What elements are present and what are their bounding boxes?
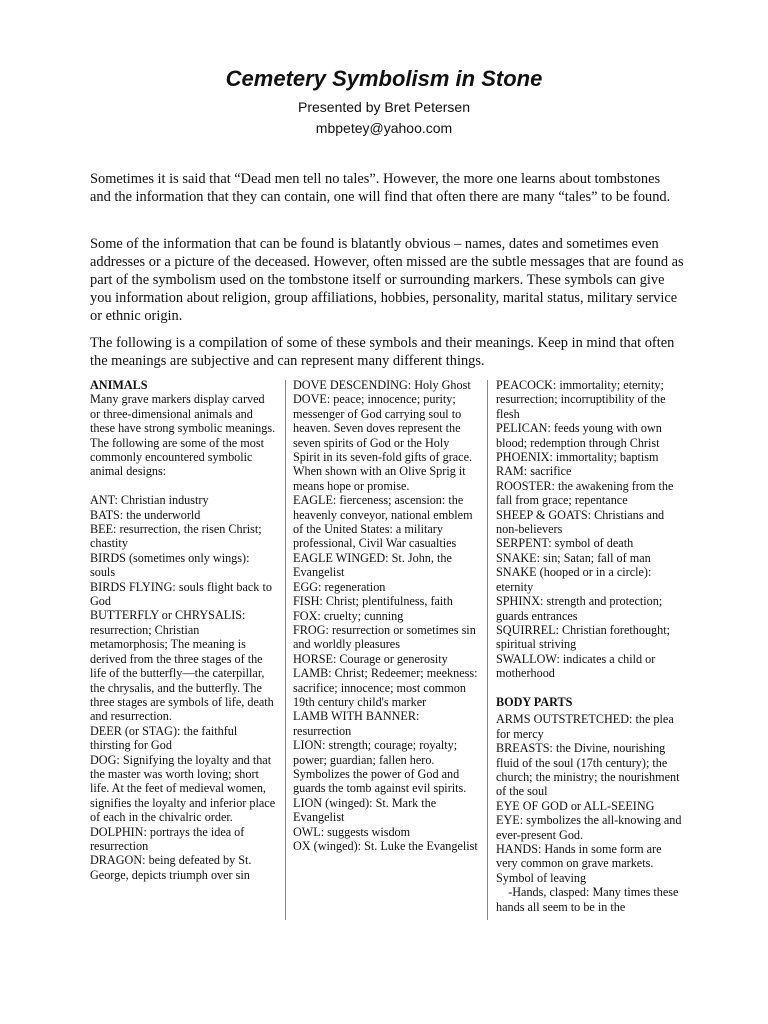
animals-intro: Many grave markers display carved or three-dimensional animals and these have strong symbolic meanings. The following are some of the most commonly encountered symbolic animal designs: bbox=[90, 392, 276, 479]
intro-paragraph-2: Some of the information that can be found is blatantly obvious – names, dates and sometimes even addresses or a picture of the deceased. However, often missed are the subtle messages that are found as part of the symbolism used on the tombstone itself or surrounding markers. These symbols can give you information about religion, group affiliations, hobbies, personality, marital status, military service or ethnic origin. bbox=[90, 236, 684, 324]
column-divider-1 bbox=[285, 380, 286, 920]
symbol-entry: BIRDS FLYING: souls flight back to God bbox=[90, 579, 272, 609]
document-title: Cemetery Symbolism in Stone bbox=[225, 66, 543, 91]
symbol-entry: BEE: resurrection, the risen Christ; chastity bbox=[90, 522, 262, 551]
symbol-entry: SPHINX: strength and protection; guards entrances bbox=[496, 594, 663, 623]
symbol-entry: LAMB WITH BANNER: resurrection bbox=[293, 709, 420, 738]
symbol-entry: HANDS: Hands in some form are very common on grave markets. Symbol of leaving bbox=[496, 841, 662, 885]
symbol-entry: DOLPHIN: portrays the idea of resurrection bbox=[90, 824, 245, 853]
intro-paragraph-1: Sometimes it is said that “Dead men tell no tales”. However, the more one learns about tombstones and the information that they can contain, one will find that often there are many “tales” to be found. bbox=[90, 171, 671, 205]
symbol-entry: BUTTERFLY or CHRYSALIS: resurrection; Christian metamorphosis; The meaning is derived from the three stages of the life of the butterfly—the caterpillar, the chrysalis, and the butterfly. The three stages are symbols of life, death and resurrection. bbox=[90, 608, 274, 724]
column-animals-3 bbox=[496, 378, 684, 914]
presenter-line: Presented by Bret Petersen bbox=[298, 99, 470, 115]
symbol-entry: EGG: regeneration bbox=[293, 579, 386, 594]
symbol-entry: EAGLE WINGED: St. John, the Evangelist bbox=[293, 550, 452, 580]
symbol-entry: BIRDS (sometimes only wings): souls bbox=[90, 550, 250, 580]
email-line: mbpetey@yahoo.com bbox=[315, 120, 453, 136]
symbol-entry: LAMB: Christ; Redeemer; meekness: sacrifice; innocence; most common 19th century child's marker bbox=[293, 666, 478, 709]
symbol-entry: DOVE DESCENDING: Holy Ghost bbox=[293, 378, 471, 392]
symbol-entry: BATS: the underworld bbox=[90, 507, 201, 522]
symbol-entry: OX (winged): St. Luke the Evangelist bbox=[293, 839, 478, 853]
symbol-entry: FISH: Christ; plentifulness, faith bbox=[293, 594, 453, 609]
symbol-entry: PHOENIX: immortality; baptism bbox=[496, 450, 659, 465]
symbol-entry: DEER (or STAG): the faithful thirsting for God bbox=[90, 723, 238, 753]
symbol-entry: EYE OF GOD or ALL-SEEING EYE: symbolizes the all-knowing and ever-present God. bbox=[496, 798, 682, 842]
section-heading-animals: ANIMALS bbox=[90, 378, 148, 392]
symbol-entry: ROOSTER: the awakening from the fall from grace; repentance bbox=[496, 478, 674, 508]
symbol-entry: DRAGON: being defeated by St. George, depicts triumph over sin bbox=[90, 853, 252, 882]
symbol-entry: SQUIRREL: Christian forethought; spiritual striving bbox=[496, 622, 670, 652]
symbol-entry: SNAKE: sin; Satan; fall of man bbox=[496, 550, 651, 565]
symbol-entry: LION (winged): St. Mark the Evangelist bbox=[293, 795, 437, 825]
symbol-entry: ANT: Christian industry bbox=[90, 493, 209, 508]
symbol-entry: -Hands, clasped: Many times these hands all seem to be in the bbox=[496, 885, 682, 914]
section-heading-body-parts: BODY PARTS bbox=[496, 694, 573, 709]
symbol-entry: FROG: resurrection or sometimes sin and worldly pleasures bbox=[293, 622, 476, 652]
intro-paragraph-3: The following is a compilation of some of these symbols and their meanings. Keep in mind that often the meanings are subjective and can represent many different things. bbox=[90, 335, 675, 369]
symbol-entry: FOX: cruelty; cunning bbox=[293, 608, 404, 623]
column-animals-1 bbox=[90, 378, 276, 882]
symbol-entry: SERPENT: symbol of death bbox=[496, 536, 634, 551]
symbol-entry: EAGLE: fierceness; ascension: the heavenly conveyor, national emblem of the United States: a military professional, Civil War casualties bbox=[293, 493, 473, 551]
symbol-entry: SWALLOW: indicates a child or motherhood bbox=[496, 651, 656, 681]
symbol-entry: DOVE: peace; innocence; purity; messenger of God carrying soul to heaven. Seven doves represent the seven spirits of God or the Holy Spirit in its seven-fold gifts of grace. When shown with an Olive Sprig it means hope or promise. bbox=[293, 392, 473, 493]
symbol-entry: BREASTS: the Divine, nourishing fluid of the soul (17th century); the church; the ministry; the nourishment of the soul bbox=[496, 741, 680, 799]
symbol-entry: HORSE: Courage or generosity bbox=[293, 651, 448, 666]
symbol-entry: PEACOCK: immortality; eternity; resurrection; incorruptibility of the flesh bbox=[496, 378, 666, 421]
symbol-entry: PELICAN: feeds young with own blood; redemption through Christ bbox=[496, 421, 662, 450]
column-divider-2 bbox=[487, 380, 488, 920]
symbol-entry: OWL: suggests wisdom bbox=[293, 824, 411, 839]
symbol-entry: SHEEP & GOATS: Christians and non-believers bbox=[496, 507, 665, 537]
column-animals-2 bbox=[293, 378, 479, 853]
symbol-entry: ARMS OUTSTRETCHED: the plea for mercy bbox=[496, 712, 674, 741]
symbol-entry: DOG: Signifying the loyalty and that the master was worth loving; short life. At the feet of medieval women, signifies the loyalty and inferior place of each in the chivalric order. bbox=[90, 752, 276, 825]
symbol-entry: RAM: sacrifice bbox=[496, 464, 572, 479]
symbol-entry: SNAKE (hooped or in a circle): eternity bbox=[496, 565, 652, 594]
symbol-entry: LION: strength; courage; royalty; power; guardian; fallen hero. Symbolizes the power of God and guards the tomb against evil spirits. bbox=[293, 738, 467, 796]
